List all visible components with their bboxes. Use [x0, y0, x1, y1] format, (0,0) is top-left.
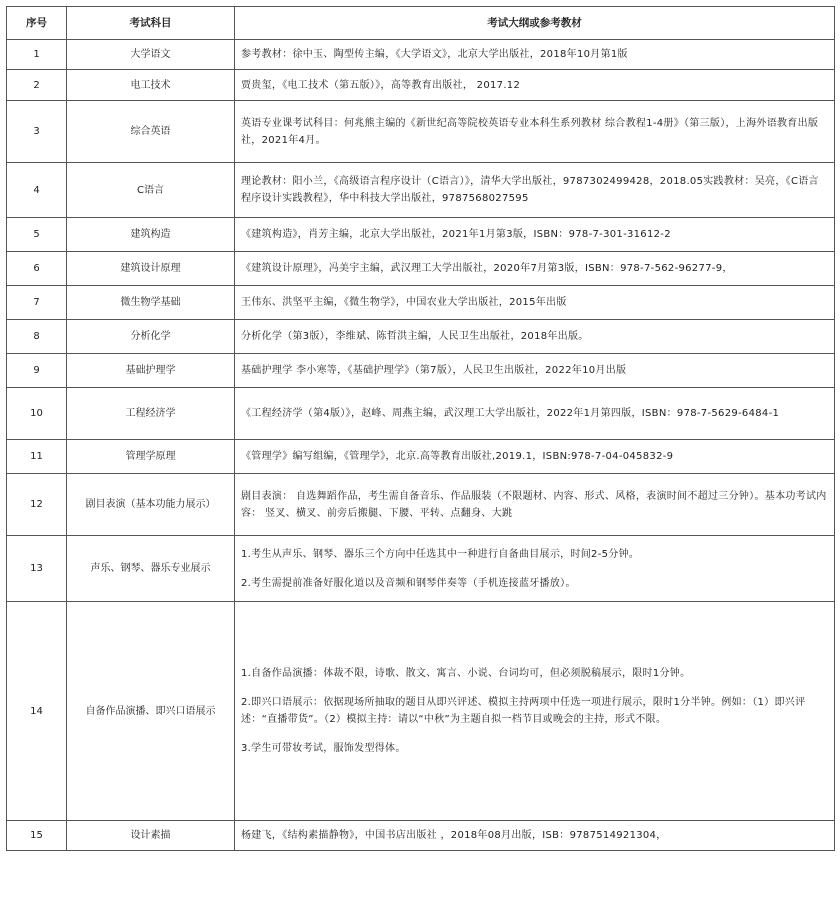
- reference-text: 《管理学》编写组编，《管理学》，北京.高等教育出版社,2019.1，ISBN:978-7-04-045832-9: [241, 451, 674, 462]
- row-number: 2: [7, 70, 67, 101]
- row-number: 8: [7, 320, 67, 354]
- row-number: 3: [7, 101, 67, 163]
- table-row: [7, 536, 835, 602]
- table-row: [7, 101, 835, 163]
- row-subject: 管理学原理: [67, 440, 235, 474]
- row-reference: [235, 286, 835, 320]
- row-subject: 声乐、钢琴、器乐专业展示: [67, 536, 235, 602]
- reference-text: 《建筑构造》，肖芳主编，北京大学出版社，2021年1月第3版，ISBN：978-7-301-31612-2: [241, 229, 671, 240]
- table-row: [7, 252, 835, 286]
- reference-text: 基础护理学 李小寒等，《基础护理学》（第7版），人民卫生出版社，2022年10月出版: [241, 365, 627, 376]
- table-row: [7, 286, 835, 320]
- reference-text: 3.学生可带妆考试，服饰发型得体。: [241, 743, 406, 754]
- reference-text: 杨建飞，《结构素描静物》，中国书店出版社 ，2018年08月出版，ISB：9787514921304，: [241, 830, 667, 841]
- row-subject: 电工技术: [67, 70, 235, 101]
- row-number: 13: [7, 536, 67, 602]
- header-reference: 考试大纲或参考教材: [235, 7, 835, 40]
- row-reference: [235, 354, 835, 388]
- reference-text: 英语专业课考试科目：何兆熊主编的《新世纪高等院校英语专业本科生系列教材 综合教程1-4册》（第三版），上海外语教育出版社，2021年4月。: [241, 117, 819, 146]
- row-subject: 综合英语: [67, 101, 235, 163]
- table-row: [7, 388, 835, 440]
- row-subject: 建筑构造: [67, 218, 235, 252]
- row-reference: [235, 218, 835, 252]
- header-row: [7, 7, 835, 40]
- reference-text: 《工程经济学（第4版）》，赵峰、周燕主编，武汉理工大学出版社，2022年1月第四版，ISBN：978-7-5629-6484-1: [241, 408, 780, 419]
- table-row: [7, 474, 835, 536]
- row-reference: [235, 101, 835, 163]
- reference-text: 参考教材：徐中玉、陶型传主编，《大学语文》，北京大学出版社，2018年10月第1版: [241, 49, 628, 60]
- reference-text: 王伟东、洪坚平主编，《微生物学》，中国农业大学出版社，2015年出版: [241, 297, 567, 308]
- reference-text: 分析化学（第3版），李维斌、陈哲洪主编，人民卫生出版社，2018年出版。: [241, 331, 589, 342]
- reference-text: 1.自备作品演播：体裁不限，诗歌、散文、寓言、小说、台词均可，但必须脱稿展示，限时1分钟。: [241, 668, 691, 679]
- row-number: 5: [7, 218, 67, 252]
- row-reference: [235, 474, 835, 536]
- row-reference: [235, 536, 835, 602]
- syllabus-table: [6, 6, 835, 851]
- header-no: 序号: [7, 7, 67, 40]
- table-row: [7, 821, 835, 851]
- row-number: 6: [7, 252, 67, 286]
- table-row: [7, 218, 835, 252]
- table-row: [7, 320, 835, 354]
- table-row: [7, 602, 835, 821]
- row-subject: 工程经济学: [67, 388, 235, 440]
- row-number: 4: [7, 163, 67, 218]
- reference-text: 剧目表演： 自选舞蹈作品，考生需自备音乐、作品服装（不限题材、内容、形式、风格，表演时间不超过三分钟）。基本功考试内容： 竖叉、横叉、前旁后搬腿、下腰、平转、点翻身、大跳: [241, 490, 827, 519]
- row-number: 1: [7, 40, 67, 70]
- row-reference: [235, 440, 835, 474]
- row-subject: 设计素描: [67, 821, 235, 851]
- row-number: 14: [7, 602, 67, 821]
- row-number: 12: [7, 474, 67, 536]
- row-reference: [235, 70, 835, 101]
- row-reference: [235, 252, 835, 286]
- row-subject: 建筑设计原理: [67, 252, 235, 286]
- row-reference: [235, 602, 835, 821]
- reference-text: 1.考生从声乐、钢琴、器乐三个方向中任选其中一种进行自备曲目展示，时间2-5分钟。: [241, 548, 640, 560]
- table-row: [7, 70, 835, 101]
- row-subject: 基础护理学: [67, 354, 235, 388]
- reference-text: 贾贵玺，《电工技术（第五版）》，高等教育出版社， 2017.12: [241, 79, 521, 91]
- row-reference: [235, 40, 835, 70]
- reference-text: 2.即兴口语展示：依据现场所抽取的题目从即兴评述、模拟主持两项中任选一项进行展示，限时1分半钟。例如：（1）即兴评述：“直播带货”。（2）模拟主持：请以“中秋”为主题自拟一档节目或晚会的主持，形式不限。: [241, 697, 806, 725]
- row-reference: [235, 320, 835, 354]
- row-number: 9: [7, 354, 67, 388]
- row-number: 15: [7, 821, 67, 851]
- row-number: 11: [7, 440, 67, 474]
- row-subject: 剧目表演（基本功能力展示）: [67, 474, 235, 536]
- reference-text: 理论教材：阳小兰，《高级语言程序设计（C语言）》，清华大学出版社，9787302499428，2018.05实践教材：吴亮，《C语言程序设计实践教程》，华中科技大学出版社，9787568027595: [241, 176, 819, 204]
- row-subject: C语言: [67, 163, 235, 218]
- table-row: [7, 40, 835, 70]
- row-number: 10: [7, 388, 67, 440]
- row-reference: [235, 163, 835, 218]
- row-subject: 自备作品演播、即兴口语展示: [67, 602, 235, 821]
- reference-text: 2.考生需提前准备好服化道以及音频和钢琴伴奏等（手机连接蓝牙播放）。: [241, 577, 576, 589]
- table-row: [7, 440, 835, 474]
- row-reference: [235, 388, 835, 440]
- reference-text: 《建筑设计原理》，冯美宇主编，武汉理工大学出版社，2020年7月第3版，ISBN：978-7-562-96277-9，: [241, 263, 733, 274]
- row-number: 7: [7, 286, 67, 320]
- row-subject: 大学语文: [67, 40, 235, 70]
- table-row: [7, 163, 835, 218]
- row-subject: 分析化学: [67, 320, 235, 354]
- row-reference: [235, 821, 835, 851]
- row-subject: 微生物学基础: [67, 286, 235, 320]
- table-row: [7, 354, 835, 388]
- header-subject: 考试科目: [67, 7, 235, 40]
